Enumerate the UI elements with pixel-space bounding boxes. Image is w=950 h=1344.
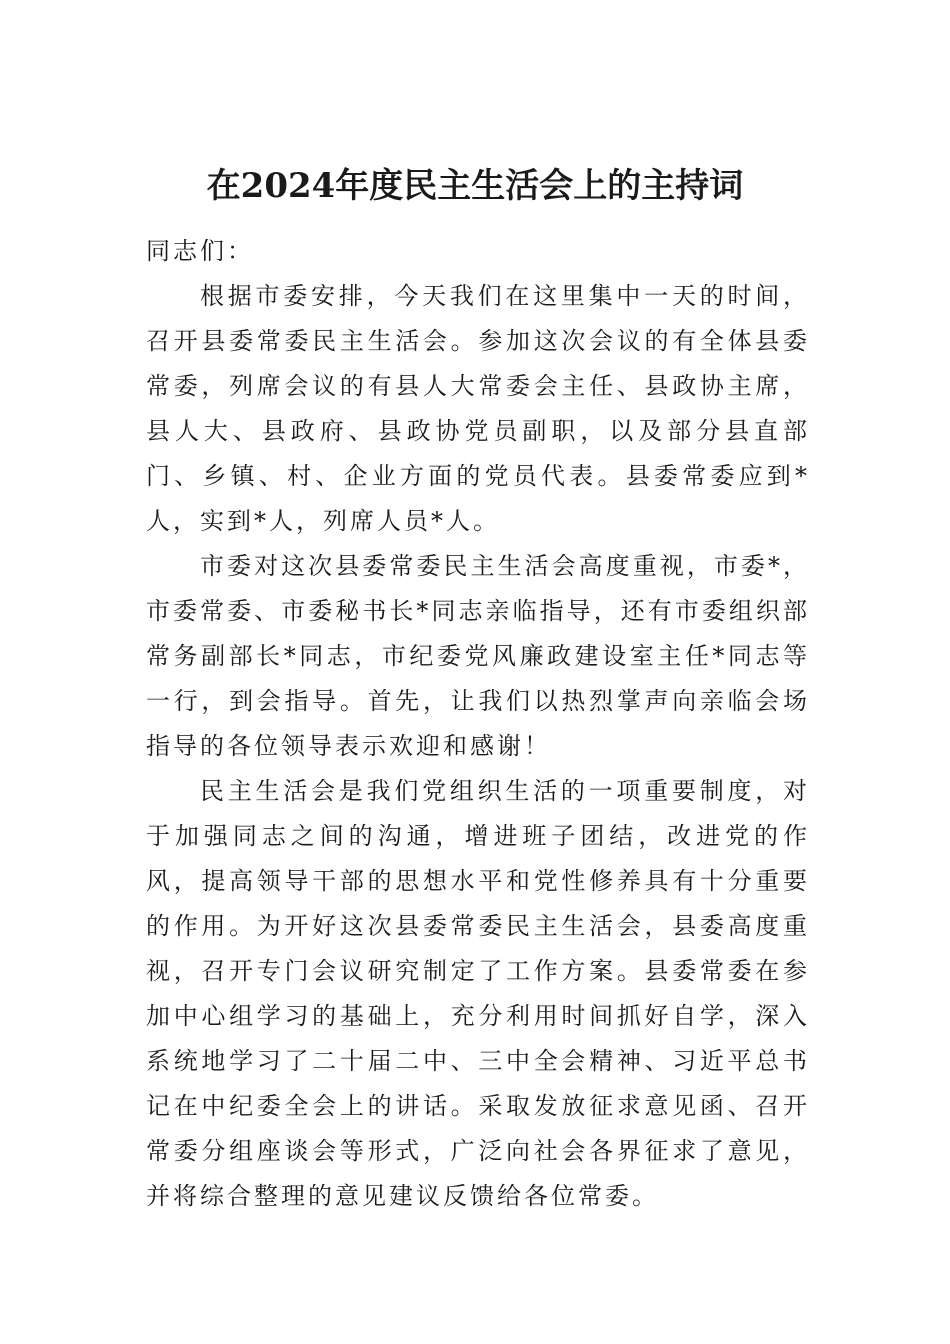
document-body (146, 229, 810, 1219)
document-title: 在2024年度民主生活会上的主持词 (206, 166, 744, 206)
paragraph-3: 民主生活会是我们党组织生活的一项重要制度，对于加强同志之间的沟通，增进班子团结，改进党的作风，提高领导干部的思想水平和党性修养具有十分重要的作用。为开好这次县委常委民主生活会，县委高度重视，召开专门会议研究制定了工作方案。县委常委在参加中心组学习的基础上，充分利用时间抓好自学，深入系统地学习了二十届二中、三中全会精神、习近平总书记在中纪委全会上的讲话。采取发放征求意见函、召开常委分组座谈会等形式，广泛向社会各界征求了意见，并将综合整理的意见建议反馈给各位常委。 (146, 777, 810, 1210)
paragraph-1: 根据市委安排，今天我们在这里集中一天的时间，召开县委常委民主生活会。参加这次会议的有全体县委常委，列席会议的有县人大常委会主任、县政协主席，县人大、县政府、县政协党员副职，以及部分县直部门、乡镇、村、企业方面的党员代表。县委常委应到*人，实到*人，列席人员*人。 (146, 282, 810, 535)
paragraph-2: 市委对这次县委常委民主生活会高度重视，市委*，市委常委、市委秘书长*同志亲临指导，还有市委组织部常务副部长*同志，市纪委党风廉政建设室主任*同志等一行，到会指导。首先，让我们以热烈掌声向亲临会场指导的各位领导表示欢迎和感谢！ (146, 552, 810, 760)
salutation: 同志们： (146, 237, 254, 265)
